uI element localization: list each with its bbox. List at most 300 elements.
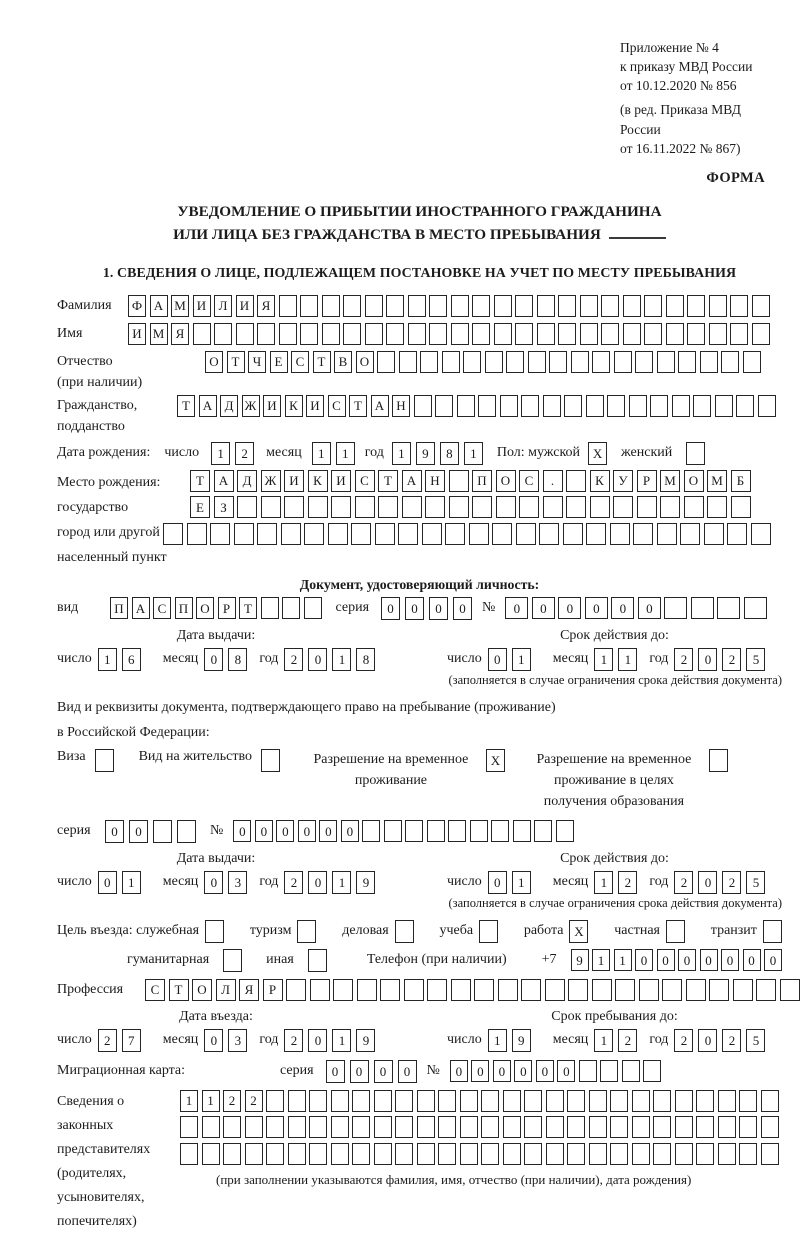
purpose-transit-checkbox[interactable] xyxy=(763,920,782,943)
surname-cells[interactable] xyxy=(128,295,770,317)
char-cell[interactable]: Т xyxy=(378,470,398,492)
birth-place-cells-1[interactable] xyxy=(190,470,771,492)
char-cell[interactable]: 0 xyxy=(471,1060,489,1082)
char-cell[interactable]: К xyxy=(308,470,328,492)
char-cell[interactable] xyxy=(721,351,739,373)
char-cell[interactable] xyxy=(357,979,377,1001)
char-cell[interactable]: 8 xyxy=(356,648,375,671)
char-cell[interactable] xyxy=(223,1143,241,1165)
char-cell[interactable]: Я xyxy=(171,323,189,345)
char-cell[interactable] xyxy=(494,323,512,345)
char-cell[interactable] xyxy=(210,523,230,545)
char-cell[interactable] xyxy=(417,1143,435,1165)
female-checkbox[interactable] xyxy=(686,442,705,465)
char-cell[interactable] xyxy=(472,295,490,317)
char-cell[interactable] xyxy=(333,979,353,1001)
char-cell[interactable] xyxy=(696,1090,714,1112)
char-cell[interactable] xyxy=(261,496,281,518)
char-cell[interactable] xyxy=(438,1143,456,1165)
char-cell[interactable] xyxy=(614,351,632,373)
char-cell[interactable] xyxy=(498,979,518,1001)
char-cell[interactable] xyxy=(718,1143,736,1165)
char-cell[interactable] xyxy=(417,1116,435,1138)
char-cell[interactable]: 1 xyxy=(512,871,531,894)
char-cell[interactable]: . xyxy=(543,470,563,492)
char-cell[interactable]: 1 xyxy=(332,1029,351,1052)
char-cell[interactable] xyxy=(331,1116,349,1138)
char-cell[interactable]: О xyxy=(196,597,214,619)
char-cell[interactable] xyxy=(187,523,207,545)
char-cell[interactable] xyxy=(386,323,404,345)
char-cell[interactable] xyxy=(567,1116,585,1138)
char-cell[interactable] xyxy=(286,979,306,1001)
char-cell[interactable] xyxy=(398,523,418,545)
char-cell[interactable] xyxy=(457,395,475,417)
char-cell[interactable] xyxy=(761,1143,779,1165)
char-cell[interactable] xyxy=(266,1116,284,1138)
char-cell[interactable] xyxy=(331,1090,349,1112)
char-cell[interactable] xyxy=(449,470,469,492)
char-cell[interactable]: С xyxy=(519,470,539,492)
char-cell[interactable] xyxy=(425,496,445,518)
char-cell[interactable] xyxy=(717,597,740,619)
stay-year-cells[interactable] xyxy=(674,1029,765,1052)
char-cell[interactable] xyxy=(352,1143,370,1165)
char-cell[interactable] xyxy=(592,351,610,373)
char-cell[interactable]: С xyxy=(291,351,309,373)
char-cell[interactable]: 0 xyxy=(698,1029,717,1052)
char-cell[interactable] xyxy=(237,496,257,518)
char-cell[interactable]: Д xyxy=(220,395,238,417)
char-cell[interactable]: П xyxy=(175,597,193,619)
char-cell[interactable]: 0 xyxy=(341,820,359,842)
char-cell[interactable]: 1 xyxy=(594,648,613,671)
char-cell[interactable]: 1 xyxy=(332,648,351,671)
char-cell[interactable] xyxy=(460,1143,478,1165)
char-cell[interactable]: 2 xyxy=(674,871,693,894)
char-cell[interactable]: 0 xyxy=(678,949,696,971)
char-cell[interactable] xyxy=(666,323,684,345)
char-cell[interactable]: З xyxy=(214,496,234,518)
char-cell[interactable]: Я xyxy=(239,979,259,1001)
checkbox-cell[interactable] xyxy=(709,749,728,772)
char-cell[interactable] xyxy=(558,295,576,317)
char-cell[interactable] xyxy=(375,523,395,545)
char-cell[interactable] xyxy=(666,295,684,317)
char-cell[interactable] xyxy=(234,523,254,545)
char-cell[interactable]: 0 xyxy=(611,597,634,619)
char-cell[interactable]: 2 xyxy=(98,1029,117,1052)
checkbox-cell[interactable] xyxy=(308,949,327,972)
permit-series-cells[interactable] xyxy=(105,820,196,843)
char-cell[interactable]: 1 xyxy=(122,871,141,894)
char-cell[interactable]: 0 xyxy=(638,597,661,619)
char-cell[interactable] xyxy=(429,295,447,317)
char-cell[interactable] xyxy=(328,523,348,545)
char-cell[interactable]: О xyxy=(356,351,374,373)
char-cell[interactable] xyxy=(610,523,630,545)
char-cell[interactable] xyxy=(257,523,277,545)
char-cell[interactable] xyxy=(653,1116,671,1138)
char-cell[interactable] xyxy=(733,979,753,1001)
char-cell[interactable]: 7 xyxy=(122,1029,141,1052)
char-cell[interactable] xyxy=(153,820,172,843)
checkbox-cell[interactable] xyxy=(223,949,242,972)
char-cell[interactable]: 1 xyxy=(332,871,351,894)
char-cell[interactable]: 0 xyxy=(326,1060,345,1083)
char-cell[interactable] xyxy=(288,1116,306,1138)
char-cell[interactable] xyxy=(780,979,800,1001)
char-cell[interactable]: 1 xyxy=(592,949,610,971)
char-cell[interactable] xyxy=(386,295,404,317)
char-cell[interactable]: 9 xyxy=(356,1029,375,1052)
char-cell[interactable]: Е xyxy=(270,351,288,373)
char-cell[interactable] xyxy=(657,523,677,545)
char-cell[interactable] xyxy=(304,523,324,545)
id-valid-day-cells[interactable] xyxy=(488,648,531,671)
char-cell[interactable] xyxy=(592,979,612,1001)
char-cell[interactable]: Л xyxy=(216,979,236,1001)
char-cell[interactable] xyxy=(545,979,565,1001)
char-cell[interactable] xyxy=(365,295,383,317)
char-cell[interactable] xyxy=(566,496,586,518)
char-cell[interactable] xyxy=(739,1116,757,1138)
char-cell[interactable]: И xyxy=(263,395,281,417)
purpose-official-checkbox[interactable] xyxy=(205,920,224,943)
checkbox-cell[interactable]: X xyxy=(588,442,607,465)
checkbox-cell[interactable]: X xyxy=(486,749,505,772)
char-cell[interactable] xyxy=(202,1143,220,1165)
char-cell[interactable] xyxy=(460,1090,478,1112)
char-cell[interactable] xyxy=(586,395,604,417)
char-cell[interactable] xyxy=(662,979,682,1001)
char-cell[interactable]: И xyxy=(331,470,351,492)
char-cell[interactable] xyxy=(177,820,196,843)
char-cell[interactable]: 8 xyxy=(228,648,247,671)
char-cell[interactable] xyxy=(567,1143,585,1165)
char-cell[interactable] xyxy=(438,1090,456,1112)
char-cell[interactable] xyxy=(448,820,466,842)
checkbox-cell[interactable] xyxy=(95,749,114,772)
char-cell[interactable] xyxy=(657,351,675,373)
char-cell[interactable]: У xyxy=(613,470,633,492)
char-cell[interactable] xyxy=(503,1143,521,1165)
permit-issue-year-cells[interactable] xyxy=(284,871,375,894)
char-cell[interactable]: 2 xyxy=(235,442,254,465)
phone-cells[interactable] xyxy=(571,949,783,971)
char-cell[interactable] xyxy=(478,395,496,417)
char-cell[interactable]: 2 xyxy=(618,1029,637,1052)
char-cell[interactable]: Т xyxy=(239,597,257,619)
char-cell[interactable] xyxy=(691,597,714,619)
char-cell[interactable]: К xyxy=(285,395,303,417)
char-cell[interactable] xyxy=(758,395,776,417)
char-cell[interactable] xyxy=(422,523,442,545)
char-cell[interactable]: Н xyxy=(392,395,410,417)
char-cell[interactable] xyxy=(352,1116,370,1138)
char-cell[interactable] xyxy=(761,1116,779,1138)
char-cell[interactable] xyxy=(543,496,563,518)
char-cell[interactable]: М xyxy=(660,470,680,492)
char-cell[interactable]: П xyxy=(110,597,128,619)
char-cell[interactable] xyxy=(223,1116,241,1138)
char-cell[interactable] xyxy=(672,395,690,417)
char-cell[interactable] xyxy=(558,323,576,345)
char-cell[interactable]: А xyxy=(214,470,234,492)
char-cell[interactable] xyxy=(537,323,555,345)
char-cell[interactable] xyxy=(600,1060,618,1082)
char-cell[interactable]: 0 xyxy=(532,597,555,619)
char-cell[interactable] xyxy=(739,1090,757,1112)
char-cell[interactable] xyxy=(610,1090,628,1112)
char-cell[interactable] xyxy=(678,351,696,373)
char-cell[interactable] xyxy=(417,1090,435,1112)
name-cells[interactable] xyxy=(128,323,770,345)
char-cell[interactable] xyxy=(615,979,635,1001)
checkbox-cell[interactable] xyxy=(763,920,782,943)
char-cell[interactable]: Ж xyxy=(242,395,260,417)
char-cell[interactable] xyxy=(546,1143,564,1165)
char-cell[interactable] xyxy=(715,395,733,417)
char-cell[interactable]: А xyxy=(371,395,389,417)
char-cell[interactable]: 6 xyxy=(122,648,141,671)
char-cell[interactable]: М xyxy=(150,323,168,345)
char-cell[interactable]: 1 xyxy=(594,1029,613,1052)
char-cell[interactable] xyxy=(675,1090,693,1112)
char-cell[interactable] xyxy=(727,523,747,545)
char-cell[interactable]: 1 xyxy=(464,442,483,465)
char-cell[interactable] xyxy=(236,323,254,345)
char-cell[interactable] xyxy=(752,323,770,345)
id-issue-year-cells[interactable] xyxy=(284,648,375,671)
char-cell[interactable]: 3 xyxy=(228,871,247,894)
char-cell[interactable]: Р xyxy=(637,470,657,492)
checkbox-cell[interactable] xyxy=(479,920,498,943)
char-cell[interactable] xyxy=(310,979,330,1001)
entry-year-cells[interactable] xyxy=(284,1029,375,1052)
char-cell[interactable] xyxy=(632,1116,650,1138)
char-cell[interactable] xyxy=(485,351,503,373)
char-cell[interactable]: 0 xyxy=(129,820,148,843)
char-cell[interactable] xyxy=(377,351,395,373)
char-cell[interactable]: 1 xyxy=(512,648,531,671)
doc-number-cells[interactable] xyxy=(505,597,767,619)
char-cell[interactable] xyxy=(481,1143,499,1165)
char-cell[interactable] xyxy=(643,1060,661,1082)
legal-reps-cells-3[interactable] xyxy=(180,1143,779,1165)
char-cell[interactable] xyxy=(709,979,729,1001)
char-cell[interactable] xyxy=(449,496,469,518)
char-cell[interactable] xyxy=(718,1090,736,1112)
char-cell[interactable] xyxy=(639,979,659,1001)
char-cell[interactable] xyxy=(756,979,776,1001)
char-cell[interactable] xyxy=(427,820,445,842)
char-cell[interactable]: 1 xyxy=(594,871,613,894)
char-cell[interactable] xyxy=(610,1116,628,1138)
char-cell[interactable]: 0 xyxy=(381,597,400,620)
char-cell[interactable]: 2 xyxy=(223,1090,241,1112)
char-cell[interactable]: 1 xyxy=(211,442,230,465)
entry-day-cells[interactable] xyxy=(98,1029,141,1052)
char-cell[interactable]: 0 xyxy=(450,1060,468,1082)
char-cell[interactable]: 1 xyxy=(488,1029,507,1052)
male-checkbox[interactable] xyxy=(588,442,607,465)
char-cell[interactable]: К xyxy=(590,470,610,492)
char-cell[interactable]: 2 xyxy=(674,648,693,671)
char-cell[interactable]: А xyxy=(402,470,422,492)
char-cell[interactable] xyxy=(245,1143,263,1165)
char-cell[interactable] xyxy=(653,1143,671,1165)
char-cell[interactable]: Т xyxy=(227,351,245,373)
char-cell[interactable] xyxy=(696,1116,714,1138)
char-cell[interactable] xyxy=(481,1116,499,1138)
char-cell[interactable] xyxy=(309,1116,327,1138)
char-cell[interactable] xyxy=(709,323,727,345)
char-cell[interactable] xyxy=(420,351,438,373)
stay-month-cells[interactable] xyxy=(594,1029,637,1052)
char-cell[interactable]: 5 xyxy=(746,871,765,894)
char-cell[interactable]: 0 xyxy=(453,597,472,620)
char-cell[interactable] xyxy=(601,323,619,345)
char-cell[interactable]: В xyxy=(334,351,352,373)
char-cell[interactable]: 2 xyxy=(674,1029,693,1052)
char-cell[interactable] xyxy=(521,979,541,1001)
mig-number-cells[interactable] xyxy=(450,1060,662,1082)
char-cell[interactable] xyxy=(571,351,589,373)
char-cell[interactable] xyxy=(374,1116,392,1138)
char-cell[interactable]: 0 xyxy=(374,1060,393,1083)
entry-month-cells[interactable] xyxy=(204,1029,247,1052)
char-cell[interactable] xyxy=(355,496,375,518)
doc-type-cells[interactable] xyxy=(110,597,322,619)
char-cell[interactable]: 9 xyxy=(512,1029,531,1052)
char-cell[interactable] xyxy=(288,1143,306,1165)
char-cell[interactable] xyxy=(300,295,318,317)
char-cell[interactable]: 0 xyxy=(105,820,124,843)
char-cell[interactable]: 9 xyxy=(571,949,589,971)
char-cell[interactable]: А xyxy=(199,395,217,417)
char-cell[interactable]: С xyxy=(355,470,375,492)
char-cell[interactable]: 2 xyxy=(722,871,741,894)
purpose-tourism-checkbox[interactable] xyxy=(297,920,316,943)
char-cell[interactable]: 0 xyxy=(488,871,507,894)
char-cell[interactable]: 0 xyxy=(350,1060,369,1083)
char-cell[interactable] xyxy=(266,1143,284,1165)
char-cell[interactable] xyxy=(351,523,371,545)
char-cell[interactable] xyxy=(568,979,588,1001)
char-cell[interactable]: С xyxy=(145,979,165,1001)
char-cell[interactable]: О xyxy=(192,979,212,1001)
char-cell[interactable] xyxy=(395,1090,413,1112)
char-cell[interactable] xyxy=(427,979,447,1001)
char-cell[interactable] xyxy=(180,1116,198,1138)
char-cell[interactable] xyxy=(279,323,297,345)
char-cell[interactable] xyxy=(613,496,633,518)
char-cell[interactable] xyxy=(516,523,536,545)
char-cell[interactable] xyxy=(637,496,657,518)
visa-checkbox[interactable] xyxy=(95,749,114,772)
char-cell[interactable]: 8 xyxy=(440,442,459,465)
char-cell[interactable] xyxy=(474,979,494,1001)
char-cell[interactable] xyxy=(563,523,583,545)
char-cell[interactable] xyxy=(589,1143,607,1165)
char-cell[interactable] xyxy=(610,1143,628,1165)
char-cell[interactable] xyxy=(500,395,518,417)
char-cell[interactable]: 2 xyxy=(284,871,303,894)
char-cell[interactable] xyxy=(309,1143,327,1165)
char-cell[interactable]: Б xyxy=(731,470,751,492)
char-cell[interactable] xyxy=(537,295,555,317)
char-cell[interactable] xyxy=(331,496,351,518)
permit-number-cells[interactable] xyxy=(233,820,574,842)
char-cell[interactable] xyxy=(506,351,524,373)
char-cell[interactable]: О xyxy=(684,470,704,492)
char-cell[interactable]: Т xyxy=(313,351,331,373)
char-cell[interactable] xyxy=(700,351,718,373)
residence-permit-checkbox[interactable] xyxy=(261,749,280,772)
checkbox-cell[interactable] xyxy=(395,920,414,943)
char-cell[interactable] xyxy=(352,1090,370,1112)
char-cell[interactable] xyxy=(414,395,432,417)
char-cell[interactable]: Я xyxy=(257,295,275,317)
char-cell[interactable] xyxy=(202,1116,220,1138)
char-cell[interactable] xyxy=(384,820,402,842)
id-valid-year-cells[interactable] xyxy=(674,648,765,671)
char-cell[interactable]: 5 xyxy=(746,1029,765,1052)
char-cell[interactable] xyxy=(193,323,211,345)
char-cell[interactable]: Н xyxy=(425,470,445,492)
char-cell[interactable]: Е xyxy=(190,496,210,518)
char-cell[interactable]: 0 xyxy=(308,871,327,894)
char-cell[interactable] xyxy=(709,295,727,317)
char-cell[interactable] xyxy=(546,1090,564,1112)
char-cell[interactable] xyxy=(543,395,561,417)
char-cell[interactable] xyxy=(730,295,748,317)
char-cell[interactable]: Т xyxy=(190,470,210,492)
char-cell[interactable] xyxy=(567,1090,585,1112)
char-cell[interactable] xyxy=(644,323,662,345)
checkbox-cell[interactable] xyxy=(686,442,705,465)
char-cell[interactable]: 1 xyxy=(618,648,637,671)
char-cell[interactable]: 0 xyxy=(233,820,251,842)
char-cell[interactable] xyxy=(736,395,754,417)
char-cell[interactable]: И xyxy=(193,295,211,317)
char-cell[interactable] xyxy=(408,323,426,345)
char-cell[interactable] xyxy=(528,351,546,373)
char-cell[interactable] xyxy=(660,496,680,518)
char-cell[interactable] xyxy=(322,295,340,317)
char-cell[interactable]: 0 xyxy=(700,949,718,971)
char-cell[interactable] xyxy=(380,979,400,1001)
char-cell[interactable]: 0 xyxy=(505,597,528,619)
birth-day-cells[interactable] xyxy=(211,442,254,465)
checkbox-cell[interactable] xyxy=(297,920,316,943)
char-cell[interactable]: 0 xyxy=(308,648,327,671)
char-cell[interactable]: 1 xyxy=(202,1090,220,1112)
char-cell[interactable] xyxy=(300,323,318,345)
char-cell[interactable]: П xyxy=(472,470,492,492)
char-cell[interactable] xyxy=(586,523,606,545)
char-cell[interactable] xyxy=(365,323,383,345)
char-cell[interactable] xyxy=(288,1090,306,1112)
char-cell[interactable] xyxy=(589,1116,607,1138)
char-cell[interactable]: 0 xyxy=(255,820,273,842)
legal-reps-cells-2[interactable] xyxy=(180,1116,779,1138)
char-cell[interactable]: 2 xyxy=(618,871,637,894)
char-cell[interactable] xyxy=(451,295,469,317)
char-cell[interactable] xyxy=(245,1116,263,1138)
char-cell[interactable]: 0 xyxy=(204,1029,223,1052)
